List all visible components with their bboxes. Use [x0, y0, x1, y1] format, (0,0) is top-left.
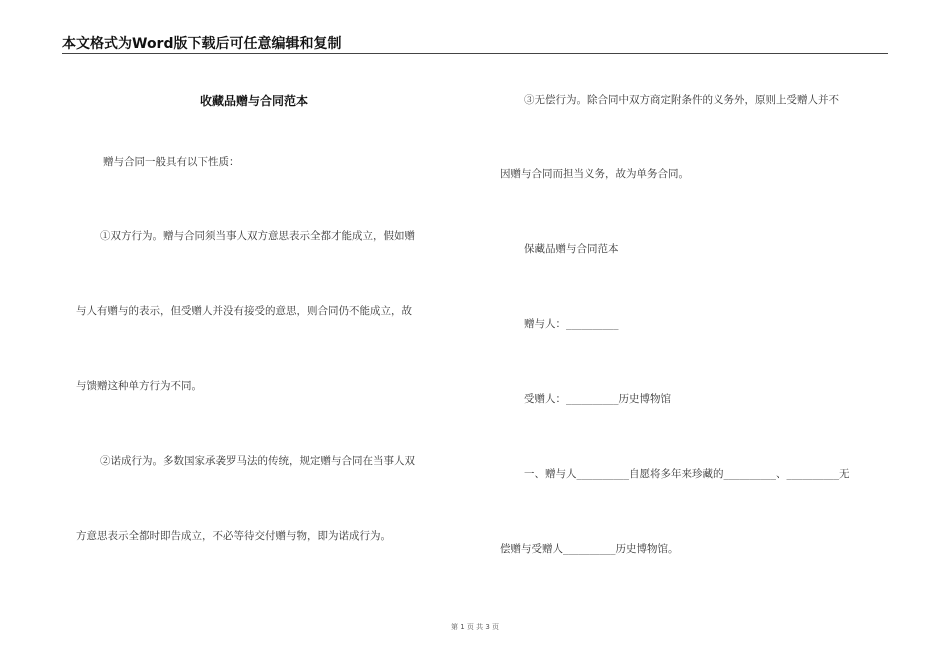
left-line-6: 方意思表示全都时即告成立，不必等待交付赠与物，即为诺成行为。	[76, 530, 391, 542]
right-line-2: 因赠与合同而担当义务，故为单务合同。	[500, 168, 689, 180]
document-title: 收藏品赠与合同范本	[200, 94, 309, 108]
right-line-7: 偿赠与受赠人__________历史博物馆。	[500, 543, 679, 555]
left-line-1: 赠与合同一般具有以下性质：	[103, 156, 240, 168]
document-header-title: 本文格式为Word版下载后可任意编辑和复制	[62, 36, 342, 52]
right-line-3: 保藏品赠与合同范本	[524, 243, 619, 255]
header-divider	[62, 53, 888, 54]
left-line-5: ②诺成行为。多数国家承袭罗马法的传统，规定赠与合同在当事人双	[100, 455, 415, 467]
left-line-4: 与馈赠这种单方行为不同。	[76, 380, 202, 392]
left-line-3: 与人有赠与的表示，但受赠人并没有接受的意思，则合同仍不能成立，故	[76, 305, 412, 317]
right-line-5: 受赠人：__________历史博物馆	[524, 393, 671, 405]
right-line-1: ③无偿行为。除合同中双方商定附条件的义务外，原则上受赠人并不	[524, 94, 839, 106]
page-footer: 第 1 页 共 3 页	[450, 623, 500, 631]
left-line-2: ①双方行为。赠与合同须当事人双方意思表示全都才能成立，假如赠	[100, 230, 415, 242]
right-line-6: 一、赠与人__________自愿将多年来珍藏的__________、__________无	[524, 468, 850, 480]
right-line-4: 赠与人：__________	[524, 318, 619, 330]
